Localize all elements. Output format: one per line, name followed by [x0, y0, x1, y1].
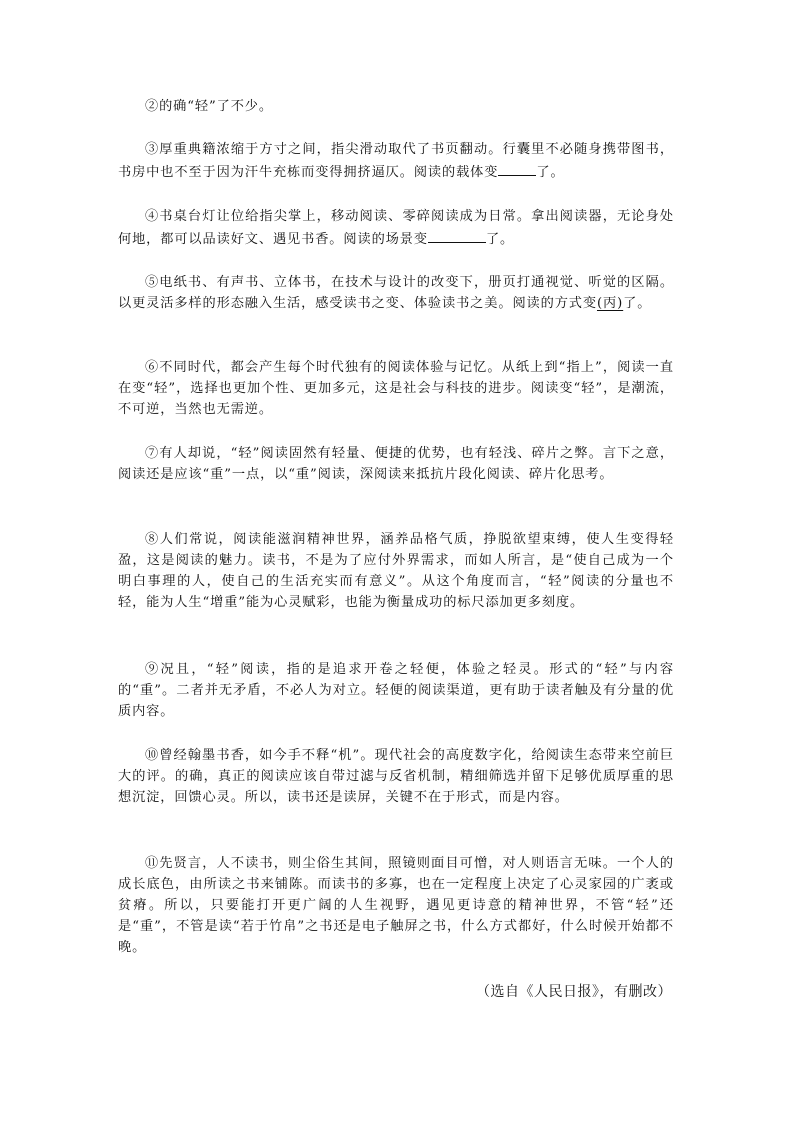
- fill-blank-2: [428, 227, 486, 243]
- paragraph-7-text: ⑦有人却说，“轻”阅读固然有轻量、便捷的优势，也有轻浅、碎片之弊。言下之意，阅读还是应该“重”一点，以“重”阅读，深阅读来抵抗片段化阅读、碎片化思考。: [118, 446, 674, 482]
- paragraph-2-text: ②的确“轻”了不少。: [145, 99, 273, 114]
- paragraph-3: [118, 139, 674, 183]
- paragraph-4: [118, 206, 674, 250]
- paragraph-9-text: ⑨况且，“轻”阅读，指的是追求开卷之轻便，体验之轻灵。形式的“轻”与内容的“重”。二者并无矛盾，不必人为对立。轻便的阅读渠道，更有助于读者触及有分量的优质内容。: [118, 662, 674, 719]
- paragraph-10-text: ⑩曾经翰墨书香，如今手不释“机”。现代社会的高度数字化，给阅读生态带来空前巨大的评。的确，真正的阅读应该自带过滤与反省机制，精细筛选并留下足够优质厚重的思想沉淀，回馈心灵。所以，读书还是读屏，关键不在于形式，而是内容。: [118, 748, 674, 805]
- paragraph-5: [118, 272, 674, 314]
- paragraph-2: [118, 96, 674, 117]
- paragraph-11: [118, 853, 674, 958]
- paragraph-5-text: ⑤电纸书、有声书、立体书，在技术与设计的改变下，册页打通视觉、听觉的区隔。以更灵活多样的形态融入生活，感受读书之变、体验读书之美。阅读的方式变: [118, 275, 674, 311]
- fill-blank-1: [498, 160, 536, 176]
- paragraph-6: [118, 357, 674, 420]
- paragraph-10: [118, 745, 674, 808]
- paragraph-5-end: 了。: [623, 296, 652, 311]
- marked-word-bing: (丙): [596, 296, 624, 311]
- paragraph-8: [118, 529, 674, 613]
- paragraph-7: [118, 443, 674, 485]
- paragraph-8-text: ⑧人们常说，阅读能滋润精神世界，涵养品格气质，挣脱欲望束缚，使人生变得轻盈，这是阅读的魅力。读书，不是为了应付外界需求，而如人所言，是“使自己成为一个明白事理的人，使自己的生活充实而有意义”。从这个角度而言，“轻”阅读的分量也不轻，能为人生“增重”能为心灵赋彩，也能为衡量成功的标尺添加更多刻度。: [118, 532, 674, 610]
- paragraph-9: [118, 659, 674, 722]
- source-citation: （选自《人民日报》，有删改）: [476, 983, 672, 999]
- paragraph-6-text: ⑥不同时代，都会产生每个时代独有的阅读体验与记忆。从纸上到“指上”，阅读一直在变“轻”，选择也更加个性、更加多元，这是社会与科技的进步。阅读变“轻”，是潮流，不可逆，当然也无需逆。: [118, 360, 674, 417]
- paragraph-4-end: 了。: [485, 232, 515, 247]
- paragraph-3-text: ③厚重典籍浓缩于方寸之间，指尖滑动取代了书页翻动。行囊里不必随身携带图书，书房中也不至于因为汗牛充栋而变得拥挤逼仄。阅读的载体变: [118, 142, 674, 180]
- paragraph-3-end: 了。: [536, 165, 565, 180]
- paragraph-4-text: ④书桌台灯让位给指尖掌上，移动阅读、零碎阅读成为日常。拿出阅读器，无论身处何地，都可以品读好文、遇见书香。阅读的场景变: [118, 209, 674, 247]
- paragraph-11-text: ⑪先贤言，人不读书，则尘俗生其间，照镜则面目可憎，对人则语言无味。一个人的成长底色，由所读之书来铺陈。而读书的多寡，也在一定程度上决定了心灵家园的广袤或贫瘠。所以，只要能打开更广阔的人生视野，遇见更诗意的精神世界，不管“轻”还是“重”，不管是读“若于竹帛”之书还是电子触屏之书，什么方式都好，什么时候开始都不晚。: [118, 856, 674, 955]
